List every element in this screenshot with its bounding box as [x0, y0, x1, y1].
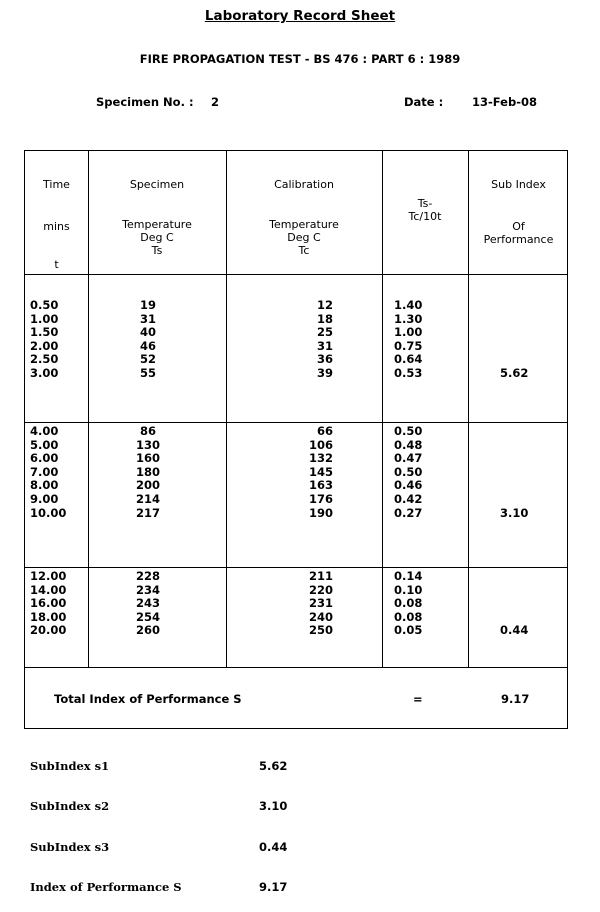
time-cell: 18.00: [30, 609, 67, 624]
ratio-cell: 0.47: [394, 451, 423, 466]
header-time-symbol: t: [54, 258, 59, 271]
time-cell: 7.00: [30, 464, 59, 479]
ratio-cell: 0.27: [394, 505, 423, 520]
subindex-cell: 0.44: [500, 623, 529, 638]
date-label: Date :: [404, 95, 444, 109]
specimen-temp-cell: 260: [135, 623, 160, 638]
time-cell: 14.00: [30, 582, 67, 597]
header-ratio-top: Ts-: [417, 197, 433, 210]
header-specimen-temp: Temperature: [122, 218, 192, 231]
group-divider: [25, 422, 567, 423]
specimen-temp-cell: 55: [139, 366, 156, 380]
time-cell: 3.00: [30, 366, 59, 380]
total-equals-sign: =: [413, 692, 423, 706]
specimen-temp-cell: 130: [135, 437, 160, 452]
summary-s3-value: 0.44: [259, 840, 288, 854]
summary-s2-value: 3.10: [259, 799, 288, 813]
ratio-cell: 0.42: [394, 492, 423, 506]
ratio-cell: 1.30: [394, 311, 423, 326]
specimen-temp-cell: 52: [139, 352, 156, 367]
ratio-cell: 0.46: [394, 478, 423, 493]
calibration-temp-cell: 31: [316, 338, 333, 353]
time-cell: 10.00: [30, 505, 67, 520]
summary-s3-label: SubIndex s3: [30, 840, 110, 854]
specimen-temp-cell: 200: [135, 478, 160, 493]
table-row: [25, 466, 569, 479]
table-row: [25, 313, 569, 326]
results-table: [24, 150, 568, 668]
table-row: [25, 353, 569, 366]
subindex-cell: 5.62: [500, 366, 529, 380]
table-row: [25, 570, 569, 583]
ratio-cell: 0.10: [394, 582, 423, 597]
header-subindex-performance: Performance: [483, 233, 554, 246]
page-title: Laboratory Record Sheet: [204, 8, 396, 24]
time-cell: 2.50: [30, 352, 59, 367]
calibration-temp-cell: 36: [316, 352, 333, 367]
time-cell: 4.00: [30, 424, 59, 438]
time-cell: 5.00: [30, 437, 59, 452]
calibration-temp-cell: 220: [308, 582, 333, 597]
calibration-temp-cell: 240: [308, 609, 333, 624]
table-row: [25, 439, 569, 452]
ratio-cell: 0.08: [394, 609, 423, 624]
calibration-temp-cell: 176: [308, 492, 333, 506]
specimen-temp-cell: 180: [135, 464, 160, 479]
calibration-temp-cell: 18: [316, 311, 333, 326]
specimen-temp-cell: 228: [135, 569, 160, 583]
ratio-cell: 1.00: [394, 325, 423, 340]
total-bottom-border: [24, 728, 568, 729]
time-cell: 6.00: [30, 451, 59, 466]
calibration-temp-cell: 12: [316, 298, 333, 312]
header-time: Time: [43, 178, 70, 191]
ratio-cell: 0.14: [394, 569, 423, 583]
calibration-temp-cell: 211: [308, 569, 333, 583]
ratio-cell: 0.75: [394, 338, 423, 353]
time-cell: 12.00: [30, 569, 67, 583]
specimen-temp-cell: 217: [135, 505, 160, 520]
calibration-temp-cell: 190: [308, 505, 333, 520]
specimen-temp-cell: 31: [139, 311, 156, 326]
table-row: [25, 611, 569, 624]
specimen-temp-cell: 19: [139, 298, 156, 312]
header-subindex: Sub Index: [491, 178, 546, 191]
ratio-cell: 0.50: [394, 424, 423, 438]
calibration-temp-cell: 25: [316, 325, 333, 340]
header-subindex-of: Of: [512, 220, 525, 233]
header-specimen: Specimen: [129, 178, 185, 191]
header-calibration-symbol: Tc: [298, 244, 310, 257]
header-calibration: Calibration: [274, 178, 334, 191]
table-row: [25, 507, 569, 520]
specimen-temp-cell: 254: [135, 609, 160, 624]
time-cell: 2.00: [30, 338, 59, 353]
summary-total-value: 9.17: [259, 880, 288, 894]
ratio-cell: 1.40: [394, 298, 423, 312]
calibration-temp-cell: 39: [316, 366, 333, 380]
calibration-temp-cell: 163: [308, 478, 333, 493]
time-cell: 16.00: [30, 596, 67, 611]
specimen-temp-cell: 46: [139, 338, 156, 353]
ratio-cell: 0.50: [394, 464, 423, 479]
header-divider: [25, 274, 567, 275]
specimen-temp-cell: 86: [139, 424, 156, 438]
table-row: [25, 584, 569, 597]
specimen-temp-cell: 214: [135, 492, 160, 506]
time-cell: 20.00: [30, 623, 67, 638]
table-row: [25, 479, 569, 492]
ratio-cell: 0.08: [394, 596, 423, 611]
table-row: [25, 340, 569, 353]
header-ratio-bottom: Tc/10t: [408, 210, 442, 223]
header-calibration-unit: Deg C: [287, 231, 321, 244]
ratio-cell: 0.53: [394, 366, 423, 380]
calibration-temp-cell: 145: [308, 464, 333, 479]
specimen-temp-cell: 40: [139, 325, 156, 340]
table-row: [25, 299, 569, 312]
time-cell: 1.00: [30, 311, 59, 326]
header-calibration-temp: Temperature: [269, 218, 339, 231]
specimen-temp-cell: 234: [135, 582, 160, 597]
header-specimen-symbol: Ts: [151, 244, 163, 257]
specimen-temp-cell: 160: [135, 451, 160, 466]
header-time-unit: mins: [43, 220, 70, 233]
table-row: [25, 624, 569, 637]
subindex-cell: 3.10: [500, 505, 529, 520]
summary-s2-label: SubIndex s2: [30, 799, 110, 813]
time-cell: 8.00: [30, 478, 59, 493]
total-index-label: Total Index of Performance S: [54, 692, 242, 706]
summary-s1-label: SubIndex s1: [30, 759, 110, 773]
table-row: [25, 597, 569, 610]
summary-s1-value: 5.62: [259, 759, 288, 773]
table-row: [25, 367, 569, 380]
ratio-cell: 0.64: [394, 352, 423, 367]
calibration-temp-cell: 106: [308, 437, 333, 452]
table-row: [25, 326, 569, 339]
specimen-value: 2: [211, 95, 220, 109]
ratio-cell: 0.05: [394, 623, 423, 638]
table-row: [25, 493, 569, 506]
ratio-cell: 0.48: [394, 437, 423, 452]
group-divider: [25, 567, 567, 568]
test-standard-subtitle: FIRE PROPAGATION TEST - BS 476 : PART 6 : 1989: [139, 52, 461, 66]
specimen-label: Specimen No. :: [96, 95, 194, 109]
time-cell: 0.50: [30, 298, 59, 312]
calibration-temp-cell: 132: [308, 451, 333, 466]
time-cell: 9.00: [30, 492, 59, 506]
header-specimen-unit: Deg C: [140, 231, 174, 244]
table-row: [25, 452, 569, 465]
calibration-temp-cell: 250: [308, 623, 333, 638]
total-index-value: 9.17: [501, 692, 530, 706]
time-cell: 1.50: [30, 325, 59, 340]
summary-total-label: Index of Performance S: [30, 880, 182, 894]
calibration-temp-cell: 231: [308, 596, 333, 611]
specimen-temp-cell: 243: [135, 596, 160, 611]
table-row: [25, 425, 569, 438]
date-value: 13-Feb-08: [472, 95, 537, 109]
calibration-temp-cell: 66: [316, 424, 333, 438]
